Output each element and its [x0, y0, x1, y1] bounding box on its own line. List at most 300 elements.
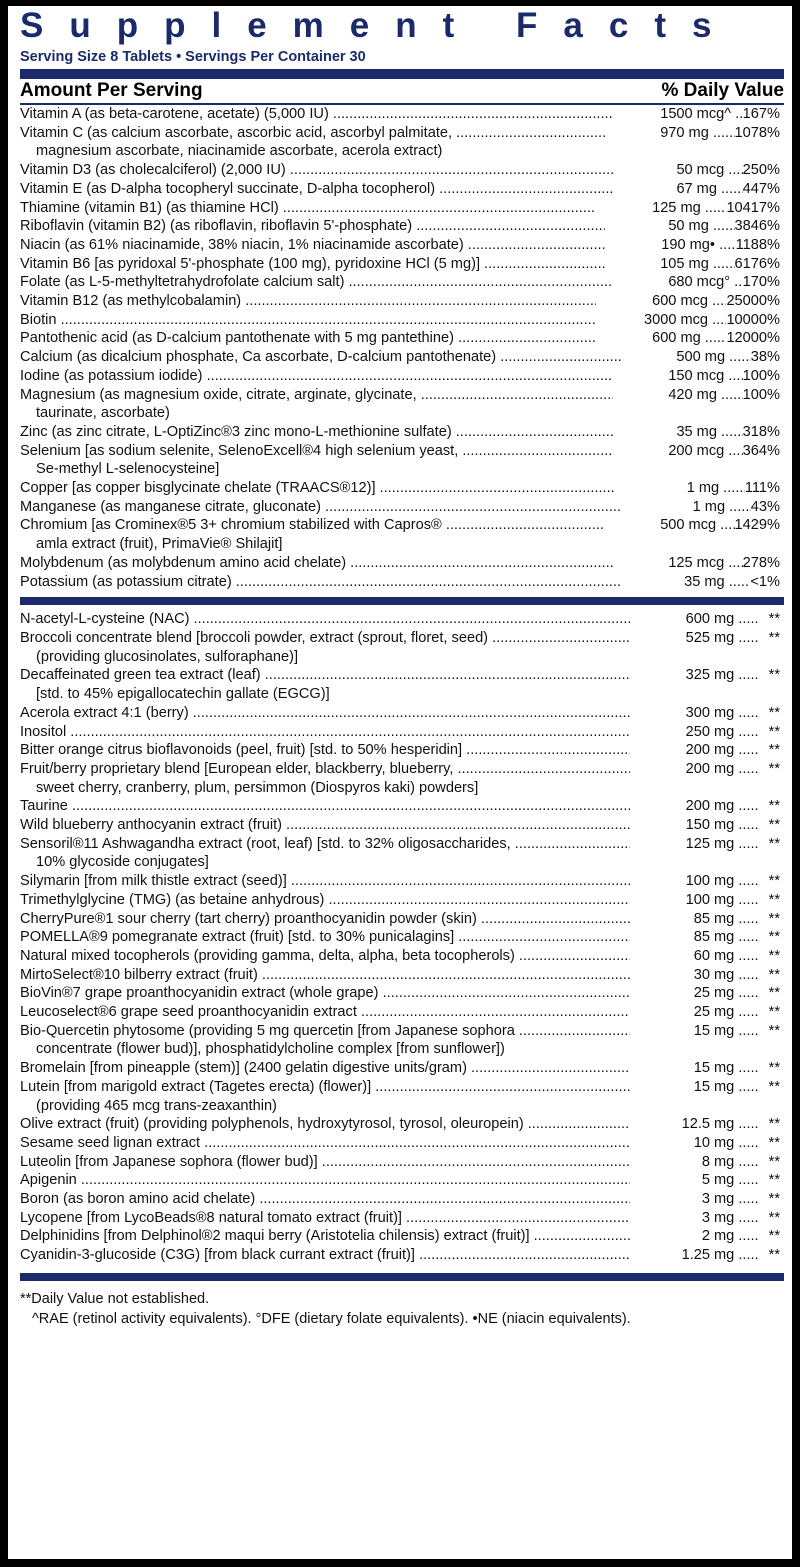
ingredient-name-continuation: amla extract (fruit), PrimaVie® Shilajit]	[36, 536, 283, 553]
ingredient-unit: mg .....	[710, 610, 760, 629]
ingredient-row	[20, 760, 780, 797]
ingredient-name-line: Natural mixed tocopherols (providing gamma, delta, alpha, beta tocopherols) .....	[20, 947, 630, 966]
ingredient-unit: mg .....	[710, 1209, 760, 1228]
ingredient-row	[20, 442, 780, 479]
bottom-divider	[20, 1273, 784, 1281]
ingredient-row	[20, 554, 780, 573]
ingredient-name	[20, 273, 613, 292]
ingredient-unit: mg .....	[710, 1059, 760, 1078]
ingredient-daily-value: 111%	[744, 480, 780, 497]
ingredient-row	[20, 1171, 780, 1190]
ingredient-row	[20, 124, 780, 161]
ingredient-daily-value: **	[768, 929, 780, 946]
ingredient-amount: 35	[676, 423, 693, 440]
ingredient-amount: 600	[652, 293, 677, 310]
ingredient-amount: 50	[668, 218, 685, 235]
ingredient-name	[20, 629, 630, 666]
ingredient-name	[20, 1171, 630, 1190]
ingredient-amount: 500	[660, 517, 685, 534]
ingredient-daily-value: 38%	[750, 349, 780, 366]
ingredient-name-continuation: (providing glucosinolates, sulforaphane)]	[36, 648, 299, 665]
ingredient-amount: 325	[685, 667, 710, 684]
ingredient-name	[20, 741, 630, 760]
ingredient-daily-value: **	[768, 1078, 780, 1095]
ingredient-row	[20, 236, 780, 255]
ingredient-unit: mg .....	[701, 498, 751, 517]
ingredient-name-line: Molybdenum (as molybdenum amino acid chelate) .....	[20, 554, 613, 573]
ingredient-name	[20, 180, 613, 199]
ingredient-name-line: Decaffeinated green tea extract (leaf) .....	[20, 666, 630, 685]
ingredient-daily-value: **	[768, 1153, 780, 1170]
ingredient-name-line: Broccoli concentrate blend [broccoli powder, extract (sprout, floret, seed) .....	[20, 629, 630, 648]
ingredient-row	[20, 835, 780, 872]
ingredient-unit: mg .....	[710, 1022, 760, 1041]
ingredient-name-continuation: taurinate, ascorbate)	[36, 405, 170, 422]
vitamins-list	[20, 105, 780, 591]
ingredient-amount: 85	[693, 910, 710, 927]
ingredient-unit: mg .....	[710, 797, 760, 816]
ingredient-row	[20, 947, 780, 966]
ingredient-amount: 970	[660, 124, 685, 141]
ingredient-unit: mg .....	[710, 1171, 760, 1190]
ingredient-row	[20, 180, 780, 199]
ingredient-unit: mg .....	[710, 984, 760, 1003]
ingredient-unit: mg .....	[693, 180, 743, 199]
ingredient-row	[20, 1115, 780, 1134]
ingredient-name	[20, 984, 630, 1003]
ingredient-row	[20, 367, 780, 386]
ingredient-unit: mg .....	[701, 348, 751, 367]
ingredient-daily-value: **	[768, 611, 780, 628]
ingredient-name-line: Trimethylglycine (TMG) (as betaine anhydrous) .....	[20, 891, 630, 910]
ingredient-amount: 420	[668, 386, 693, 403]
ingredient-daily-value: **	[768, 742, 780, 759]
ingredient-name	[20, 910, 630, 929]
ingredient-amount: 15	[693, 1078, 710, 1095]
ingredient-row	[20, 161, 780, 180]
ingredient-name	[20, 367, 613, 386]
ingredient-row	[20, 273, 780, 292]
ingredient-name	[20, 105, 613, 124]
ingredient-daily-value: 1188%	[735, 236, 780, 253]
ingredient-name	[20, 516, 605, 553]
ingredient-daily-value: 100%	[742, 386, 780, 403]
panel-title: Supplement Facts	[20, 6, 738, 45]
ingredient-daily-value: **	[768, 704, 780, 721]
ingredient-amount: 67	[676, 180, 693, 197]
ingredient-name-line: Magnesium (as magnesium oxide, citrate, arginate, glycinate, .....	[20, 386, 613, 405]
ingredient-unit: mcg .....	[693, 367, 743, 386]
ingredient-amount: 12.5	[681, 1116, 710, 1133]
ingredient-name	[20, 292, 596, 311]
ingredient-amount: 190	[661, 236, 686, 253]
ingredient-daily-value: 318%	[742, 423, 780, 440]
ingredient-name	[20, 872, 630, 891]
ingredient-unit: mg .....	[710, 835, 760, 854]
ingredient-daily-value: **	[768, 873, 780, 890]
ingredient-daily-value: 10000%	[726, 311, 780, 328]
ingredient-unit: mg .....	[710, 1115, 760, 1134]
ingredient-row	[20, 1059, 780, 1078]
ingredient-name-line: Biotin .....	[20, 311, 596, 330]
ingredient-row	[20, 966, 780, 985]
ingredient-daily-value: **	[768, 1191, 780, 1208]
ingredient-daily-value: 6176%	[734, 255, 780, 272]
ingredient-name	[20, 423, 613, 442]
ingredient-amount: 35	[684, 573, 701, 590]
ingredient-daily-value: 170%	[742, 274, 780, 291]
ingredient-name-line: Niacin (as 61% niacinamide, 38% niacin, 1% niacinamide ascorbate) .....	[20, 236, 606, 255]
ingredient-name	[20, 498, 621, 517]
ingredient-name	[20, 236, 606, 255]
ingredient-unit: mg .....	[710, 1190, 760, 1209]
ingredient-daily-value: 43%	[750, 498, 780, 515]
ingredient-name	[20, 704, 630, 723]
ingredient-row	[20, 105, 780, 124]
ingredient-daily-value: **	[768, 1209, 780, 1226]
ingredient-amount: 680	[668, 274, 693, 291]
ingredient-row	[20, 1190, 780, 1209]
ingredient-name	[20, 723, 630, 742]
ingredient-name-continuation: sweet cherry, cranberry, plum, persimmon (Diospyros kaki) powders]	[36, 779, 479, 796]
ingredient-unit: mg .....	[700, 573, 750, 592]
ingredient-daily-value: **	[768, 947, 780, 964]
ingredient-name	[20, 1153, 630, 1172]
ingredient-name	[20, 1227, 630, 1246]
ingredient-unit: mg .....	[710, 741, 760, 760]
ingredient-name	[20, 835, 630, 872]
ingredient-unit: mg .....	[693, 423, 743, 442]
ingredient-row	[20, 741, 780, 760]
ingredient-row	[20, 1246, 780, 1265]
ingredient-unit: mcg .....	[693, 554, 743, 573]
amount-per-serving-label: Amount Per Serving	[20, 80, 203, 101]
ingredient-row	[20, 816, 780, 835]
ingredient-daily-value: **	[768, 1116, 780, 1133]
ingredient-unit: mg .....	[685, 217, 735, 236]
ingredient-daily-value: 3846%	[734, 218, 780, 235]
ingredient-name-line: CherryPure®1 sour cherry (tart cherry) proanthocyanidin powder (skin) .....	[20, 910, 630, 929]
ingredient-amount: 100	[685, 873, 710, 890]
ingredient-amount: 1.25	[681, 1247, 710, 1264]
ingredient-unit: mg .....	[693, 386, 743, 405]
ingredient-amount: 1500	[660, 106, 693, 122]
ingredient-amount: 10	[693, 1134, 710, 1151]
ingredient-name-line: Luteolin [from Japanese sophora (flower bud)] .....	[20, 1153, 630, 1172]
ingredient-unit: mg .....	[710, 760, 760, 779]
ingredient-row	[20, 629, 780, 666]
ingredient-unit: mg .....	[685, 255, 735, 274]
ingredient-name-line: Potassium (as potassium citrate) .....	[20, 573, 620, 592]
ingredient-amount: 600	[652, 330, 677, 347]
ingredient-name-continuation: Se-methyl L-selenocysteine]	[36, 461, 220, 478]
ingredient-name	[20, 479, 615, 498]
ingredient-row	[20, 891, 780, 910]
supplement-facts-panel	[8, 6, 792, 1559]
ingredient-name-line: Folate (as L-5-methyltetrahydrofolate calcium salt) .....	[20, 273, 613, 292]
ingredient-row	[20, 199, 780, 218]
ingredient-name-line: Chromium [as Crominex®5 3+ chromium stabilized with Capros® .....	[20, 516, 605, 535]
ingredient-name	[20, 1115, 630, 1134]
ingredient-name-line: Manganese (as manganese citrate, gluconate) .....	[20, 498, 621, 517]
ingredient-daily-value: **	[768, 985, 780, 1002]
ingredient-amount: 525	[685, 629, 710, 646]
ingredient-unit: mg .....	[710, 629, 760, 648]
ingredient-name-line: Thiamine (vitamin B1) (as thiamine HCl) .....	[20, 199, 596, 218]
ingredient-name-line: BioVin®7 grape proanthocyanidin extract (whole grape) .....	[20, 984, 630, 1003]
dv-footnote: **Daily Value not established.	[20, 1290, 210, 1307]
ingredient-name-continuation: (providing 465 mcg trans-zeaxanthin)	[36, 1097, 277, 1114]
ingredient-daily-value: **	[768, 1022, 780, 1039]
ingredient-amount: 125	[668, 554, 693, 571]
ingredient-daily-value: **	[768, 1060, 780, 1077]
ingredient-amount: 15	[693, 1022, 710, 1039]
ingredient-amount: 200	[685, 742, 710, 759]
ingredient-daily-value: **	[768, 667, 780, 684]
ingredient-name-line: Acerola extract 4:1 (berry) .....	[20, 704, 630, 723]
ingredient-daily-value: **	[768, 760, 780, 777]
ingredient-daily-value: 1078%	[734, 124, 780, 141]
ingredient-unit: mg .....	[710, 1153, 760, 1172]
ingredient-unit: mg .....	[695, 479, 745, 498]
ingredient-name	[20, 124, 605, 161]
ingredient-daily-value: 250%	[742, 162, 780, 179]
ingredient-name	[20, 386, 613, 423]
ingredient-name-line: Pantothenic acid (as D-calcium pantothenate with 5 mg pantethine) .....	[20, 329, 596, 348]
ingredient-daily-value: **	[768, 723, 780, 740]
ingredient-name-line: Fruit/berry proprietary blend [European elder, blackberry, blueberry, .....	[20, 760, 630, 779]
ingredient-row	[20, 910, 780, 929]
ingredient-name-line: Silymarin [from milk thistle extract (seed)] .....	[20, 872, 630, 891]
ingredient-name	[20, 797, 630, 816]
ingredient-unit: mcg .....	[676, 311, 726, 330]
ingredient-amount: 600	[685, 611, 710, 628]
ingredient-amount: 300	[685, 704, 710, 721]
ingredient-row	[20, 1209, 780, 1228]
ingredient-unit: mg .....	[710, 1227, 760, 1246]
ingredient-daily-value: **	[768, 910, 780, 927]
ingredient-row	[20, 255, 780, 274]
ingredient-amount: 250	[685, 723, 710, 740]
ingredient-name-continuation: magnesium ascorbate, niacinamide ascorbate, acerola extract)	[36, 143, 443, 160]
ingredient-name-line: Olive extract (fruit) (providing polyphenols, hydroxytyrosol, tyrosol, oleuropein) .....	[20, 1115, 630, 1134]
ingredient-daily-value: **	[768, 835, 780, 852]
ingredient-daily-value: 100%	[742, 367, 780, 384]
ingredient-unit: mcg° .....	[693, 273, 743, 292]
ingredient-unit: mg .....	[685, 124, 735, 143]
ingredient-amount: 200	[668, 442, 693, 459]
ingredient-name	[20, 610, 630, 629]
ingredient-name	[20, 816, 630, 835]
ingredient-daily-value: **	[768, 817, 780, 834]
ingredient-name-line: Bromelain [from pineapple (stem)] (2400 gelatin digestive units/gram) .....	[20, 1059, 630, 1078]
ingredient-amount: 100	[685, 891, 710, 908]
ingredient-daily-value: 278%	[742, 554, 780, 571]
ingredient-amount: 1	[686, 480, 695, 497]
ingredient-row	[20, 1022, 780, 1059]
other-ingredients-list	[20, 610, 780, 1265]
ingredient-unit: mg .....	[710, 704, 760, 723]
ingredient-daily-value: 10417%	[726, 199, 780, 216]
ingredient-unit: mg .....	[710, 891, 760, 910]
ingredient-name-line: Zinc (as zinc citrate, L-OptiZinc®3 zinc mono-L-methionine sulfate) .....	[20, 423, 613, 442]
ingredient-name	[20, 1246, 630, 1265]
ingredient-amount: 150	[668, 367, 693, 384]
ingredient-name-line: Apigenin .....	[20, 1171, 630, 1190]
ingredient-name	[20, 311, 596, 330]
ingredient-unit: mcg .....	[676, 292, 726, 311]
ingredient-name-line: Bio-Quercetin phytosome (providing 5 mg quercetin [from Japanese sophora .....	[20, 1022, 630, 1041]
ingredient-unit: mg .....	[710, 723, 760, 742]
ingredient-name	[20, 760, 630, 797]
ingredient-unit: mcg .....	[693, 161, 743, 180]
ingredient-amount: 25	[693, 1004, 710, 1021]
ingredient-name	[20, 255, 605, 274]
ingredient-amount: 1	[692, 498, 701, 515]
ingredient-unit: mg .....	[710, 947, 760, 966]
ingredient-daily-value: **	[768, 891, 780, 908]
ingredient-amount: 3000	[643, 311, 677, 328]
ingredient-unit: mg .....	[710, 966, 760, 985]
ingredient-name	[20, 1190, 630, 1209]
ingredient-daily-value: 447%	[742, 180, 780, 197]
ingredient-unit: mg .....	[710, 1134, 760, 1153]
ingredient-unit: mg .....	[710, 1078, 760, 1097]
ingredient-unit: mcg .....	[693, 442, 743, 461]
ingredient-name	[20, 348, 621, 367]
ingredient-name-line: Leucoselect®6 grape seed proanthocyanidin extract .....	[20, 1003, 630, 1022]
ingredient-unit: mcg^ .....	[693, 105, 743, 124]
ingredient-amount: 30	[693, 966, 710, 983]
ingredient-name-line: Riboflavin (vitamin B2) (as riboflavin, riboflavin 5'-phosphate) .....	[20, 217, 605, 236]
ingredient-daily-value: <1%	[750, 573, 780, 590]
ingredient-daily-value: 12000%	[726, 330, 780, 347]
ingredient-daily-value: **	[768, 1228, 780, 1245]
ingredient-name	[20, 1059, 630, 1078]
ingredient-name-continuation: concentrate (flower bud)], phosphatidylcholine complex [from sunflower])	[36, 1041, 505, 1058]
ingredient-name-line: Bitter orange citrus bioflavonoids (peel, fruit) [std. to 50% hesperidin] .....	[20, 741, 630, 760]
ingredient-name	[20, 554, 613, 573]
ingredient-row	[20, 311, 780, 330]
ingredient-amount: 125	[652, 199, 677, 216]
ingredient-row	[20, 1003, 780, 1022]
ingredient-name	[20, 1209, 630, 1228]
ingredient-daily-value: 25000%	[726, 293, 780, 310]
ingredient-daily-value: **	[768, 1172, 780, 1189]
ingredient-unit: mg• .....	[686, 236, 736, 255]
ingredient-row	[20, 292, 780, 311]
ingredient-name-continuation: 10% glycoside conjugates]	[36, 854, 209, 871]
daily-value-label: % Daily Value	[661, 80, 784, 101]
ingredient-name-line: Sensoril®11 Ashwagandha extract (root, leaf) [std. to 32% oligosaccharides, .....	[20, 835, 630, 854]
ingredient-daily-value: 364%	[742, 442, 780, 459]
ingredient-unit: mg .....	[710, 928, 760, 947]
ingredient-amount: 25	[693, 985, 710, 1002]
ingredient-amount: 85	[693, 929, 710, 946]
ingredient-row	[20, 479, 780, 498]
ingredient-amount: 8	[701, 1153, 710, 1170]
ingredient-name	[20, 891, 630, 910]
ingredient-name	[20, 928, 630, 947]
ingredient-name-line: Delphinidins [from Delphinol®2 maqui berry (Aristotelia chilensis) extract (fruit)] .....	[20, 1227, 630, 1246]
ingredient-row	[20, 1078, 780, 1115]
ingredient-name	[20, 1003, 630, 1022]
ingredient-unit: mg .....	[676, 329, 726, 348]
ingredient-row	[20, 1227, 780, 1246]
ingredient-name	[20, 947, 630, 966]
ingredient-row	[20, 928, 780, 947]
ingredient-unit: mg .....	[710, 1246, 760, 1265]
ingredient-row	[20, 217, 780, 236]
ingredient-row	[20, 329, 780, 348]
ingredient-unit: mg .....	[710, 872, 760, 891]
ingredient-name-line: Lycopene [from LycoBeads®8 natural tomato extract (fruit)] .....	[20, 1209, 630, 1228]
ingredient-name-line: Vitamin B12 (as methylcobalamin) .....	[20, 292, 596, 311]
ingredient-amount: 3	[701, 1209, 710, 1226]
ingredient-amount: 150	[685, 817, 710, 834]
ingredient-name-line: Lutein [from marigold extract (Tagetes erecta) (flower)] .....	[20, 1078, 630, 1097]
ingredient-row	[20, 797, 780, 816]
ingredient-name-line: Boron (as boron amino acid chelate) .....	[20, 1190, 630, 1209]
ingredient-unit: mg .....	[710, 910, 760, 929]
ingredient-unit: mg .....	[710, 816, 760, 835]
ingredient-name-line: Taurine .....	[20, 797, 630, 816]
ingredient-unit: mcg .....	[685, 516, 735, 535]
ingredient-name	[20, 1134, 630, 1153]
ingredient-amount: 105	[660, 255, 685, 272]
ingredient-amount: 125	[685, 835, 710, 852]
ingredient-name-line: MirtoSelect®10 bilberry extract (fruit) .....	[20, 966, 630, 985]
serving-info: Serving Size 8 Tablets • Servings Per Container 30	[20, 49, 366, 65]
ingredient-name-line: N-acetyl-L-cysteine (NAC) .....	[20, 610, 630, 629]
ingredient-row	[20, 516, 780, 553]
ingredient-name-line: Vitamin B6 [as pyridoxal 5'-phosphate (100 mg), pyridoxine HCl (5 mg)] .....	[20, 255, 605, 274]
ingredient-row	[20, 1153, 780, 1172]
ingredient-name-line: Inositol .....	[20, 723, 630, 742]
ingredient-daily-value: **	[768, 629, 780, 646]
ingredient-amount: 200	[685, 760, 710, 777]
ingredient-row	[20, 348, 780, 367]
ingredient-row	[20, 872, 780, 891]
ingredient-row	[20, 498, 780, 517]
ingredient-row	[20, 423, 780, 442]
ingredient-daily-value: **	[768, 1247, 780, 1264]
ingredient-unit: mg .....	[710, 1003, 760, 1022]
ingredient-name-line: Vitamin C (as calcium ascorbate, ascorbic acid, ascorbyl palmitate, .....	[20, 124, 605, 143]
ingredient-name-line: POMELLA®9 pomegranate extract (fruit) [std. to 30% punicalagins] .....	[20, 928, 630, 947]
ingredient-row	[20, 984, 780, 1003]
ingredient-name	[20, 199, 596, 218]
ingredient-row	[20, 386, 780, 423]
ingredient-amount: 15	[693, 1060, 710, 1077]
ingredient-daily-value: **	[768, 798, 780, 815]
top-divider	[20, 69, 784, 79]
ingredient-amount: 5	[701, 1172, 710, 1189]
ingredient-amount: 60	[693, 947, 710, 964]
ingredient-name	[20, 1022, 630, 1059]
ingredient-name-line: Vitamin E (as D-alpha tocopheryl succinate, D-alpha tocopherol) .....	[20, 180, 613, 199]
ingredient-amount: 3	[701, 1191, 710, 1208]
ingredient-row	[20, 1134, 780, 1153]
ingredient-amount: 2	[701, 1228, 710, 1245]
ingredient-name	[20, 161, 613, 180]
ingredient-amount: 200	[685, 798, 710, 815]
ingredient-daily-value: **	[768, 1134, 780, 1151]
ingredient-name-line: Vitamin D3 (as cholecalciferol) (2,000 IU) .....	[20, 161, 613, 180]
ingredient-name	[20, 217, 605, 236]
ingredient-name-line: Vitamin A (as beta-carotene, acetate) (5,000 IU) .....	[20, 105, 613, 124]
ingredient-name	[20, 329, 596, 348]
